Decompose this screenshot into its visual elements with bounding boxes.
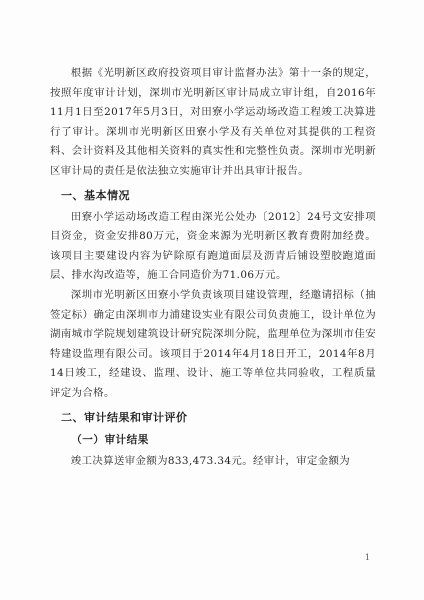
document-body — [50, 64, 376, 471]
page-number: 1 — [364, 553, 370, 562]
section-heading-basic-info: 一、基本情况 — [61, 188, 130, 202]
section-heading-audit-results: 二、审计结果和审计评价 — [61, 410, 188, 424]
intro-paragraph: 根据《光明新区政府投资项目审计监督办法》第十一条的规定，按照年度审计计划，深圳市光明新区审计局成立审计组，自2016年11月1日至2017年5月3日，对田寮小学运动场改造工程竣工决算进行了审计。深圳市光明新区田寮小学及有关单位对其提供的工程资料、会计资料及其他相关资料的真实性和完整性负责。深圳市光明新区审计局的责任是依法独立实施审计并出具审计报告。 — [50, 67, 376, 177]
subsection-heading-audit-result: （一）审计结果 — [71, 433, 149, 446]
basic-info-paragraph-1: 田寮小学运动场改造工程由深光公处办〔2012〕24号文安排项目资金，资金安排80万元，资金来源为光明新区教育费附加经费。该项目主要建设内容为铲除原有跑道面层及沥青后铺设塑胶跑道面层、排水沟改造等，施工合同造价为71.06万元。 — [50, 210, 376, 282]
audit-result-paragraph: 竣工决算送审金额为833,473.34元。经审计，审定金额为 — [70, 454, 351, 467]
basic-info-paragraph-2: 深圳市光明新区田寮小学负责该项目建设管理，经邀请招标（抽签定标）确定由深圳市力浦建设实业有限公司负责施工，设计单位为湖南城市学院规划建筑设计研究院深圳分院，监理单位为深圳市佳安特建设监理有限公司。该项目于2014年4月18日开工，2014年8月14日竣工，经建设、监理、设计、施工等单位共同验收，工程质量评定为合格。 — [50, 288, 376, 399]
